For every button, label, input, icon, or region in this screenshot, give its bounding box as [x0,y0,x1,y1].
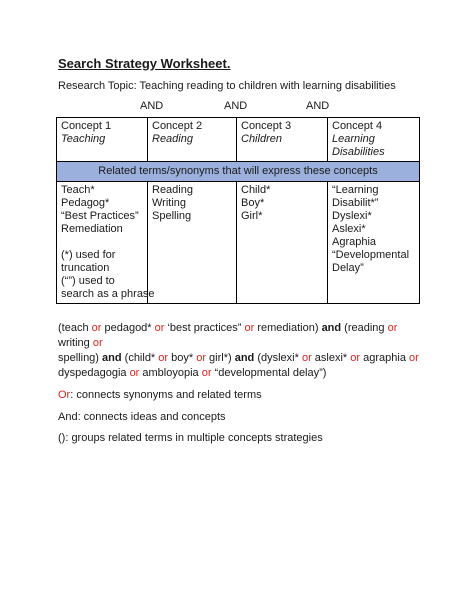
concept-3-label: Concept 3 [241,120,292,132]
or-operator: or [196,352,206,364]
term-item: Boy* [241,197,265,209]
concept-4-cell [328,118,420,162]
or-operator: or [158,352,169,364]
term-item: Delay” [332,262,364,274]
and-operator: and [321,322,342,334]
or-operator: or [129,367,140,379]
search-term-text: (reading [341,322,388,334]
search-term-text: boy* [168,352,197,364]
concept-1-cell [57,118,148,162]
term-item: “Learning [332,184,379,196]
search-string-line-1 [58,321,428,351]
page-title: Search Strategy Worksheet. [58,56,231,71]
term-item: Child* [241,184,271,196]
concept-1-label: Concept 1 [61,120,112,132]
search-string-line-3 [58,366,428,381]
search-term-text: dyspedagogia [58,367,130,379]
or-operator: or [201,367,212,379]
and-label-3: AND [306,100,330,112]
term-item [61,236,143,249]
concept-2-terms [148,182,237,304]
or-keyword: Or [58,389,71,401]
concept-2-label: Concept 2 [152,120,203,132]
search-term-text: (teach [58,322,92,334]
related-terms-band: Related terms/synonyms that will express these concepts [57,162,420,182]
concept-4-terms [328,182,420,304]
term-item: Spelling [152,210,192,222]
term-item: “Developmental [332,249,410,261]
concept-4-name-line-2: Disabilities [332,146,385,158]
term-item: Dyslexi* [332,210,372,222]
search-term-text: agraphia [360,352,409,364]
term-item: Disabilit*” [332,197,379,209]
concept-1-name: Teaching [61,133,106,145]
or-operator: or [301,352,312,364]
research-topic: Research Topic: Teaching reading to children with learning disabilities [58,80,396,92]
search-term-text: (dyslexi* [254,352,302,364]
and-label-1: AND [140,100,164,112]
concept-3-cell [237,118,328,162]
term-item: Reading [152,184,193,196]
concept-2-name: Reading [152,133,193,145]
or-operator: or [409,352,419,364]
concept-4-name-line-1: Learning [332,133,375,145]
search-term-text: ambloyopia [139,367,202,379]
and-label-2: AND [224,100,248,112]
terms-row [57,182,420,304]
search-term-text: writing [58,337,93,349]
concept-1-terms [57,182,155,304]
concept-table [56,117,420,304]
term-item: Pedagog* [61,197,110,209]
search-string-line-2 [58,351,428,366]
term-item: Girl* [241,210,263,222]
boolean-search-string [58,321,428,381]
or-operator: or [244,322,255,334]
or-operator: or [387,322,398,334]
term-item: truncation [61,262,110,274]
search-term-text: (child* [121,352,159,364]
term-item: (“”) used to [61,275,115,287]
term-item: Aslexi* [332,223,366,235]
or-operator: or [91,322,102,334]
term-item: (*) used for [61,249,116,261]
term-item: Teach* [61,184,95,196]
or-operator: or [154,322,165,334]
search-term-text: remediation) [254,322,322,334]
concept-3-terms [237,182,328,304]
related-terms-band-row [57,162,420,182]
search-term-text: spelling) [58,352,103,364]
concept-header-row [57,118,420,162]
search-term-text: aslexi* [311,352,351,364]
search-term-text: girl*) [205,352,235,364]
term-item: search as a phrase [61,288,155,300]
search-term-text: ‘best practices” [164,322,245,334]
concept-4-label: Concept 4 [332,120,383,132]
and-operator: and [234,352,255,364]
or-operator: or [92,337,103,349]
concept-2-cell [148,118,237,162]
legend-or [58,388,428,403]
legend-and: And: connects ideas and concepts [58,411,226,423]
and-operator: and [102,352,122,364]
term-item: Agraphia [332,236,377,248]
term-item: Remediation [61,223,123,235]
or-description: : connects synonyms and related terms [70,389,262,401]
concept-3-name: Children [241,133,282,145]
term-item: “Best Practices” [61,210,139,222]
legend-parentheses: (): groups related terms in multiple concepts strategies [58,432,323,444]
term-item: Writing [152,197,187,209]
search-term-text: pedagod* [101,322,155,334]
search-term-text: “developmental delay”) [211,367,327,379]
or-operator: or [350,352,361,364]
